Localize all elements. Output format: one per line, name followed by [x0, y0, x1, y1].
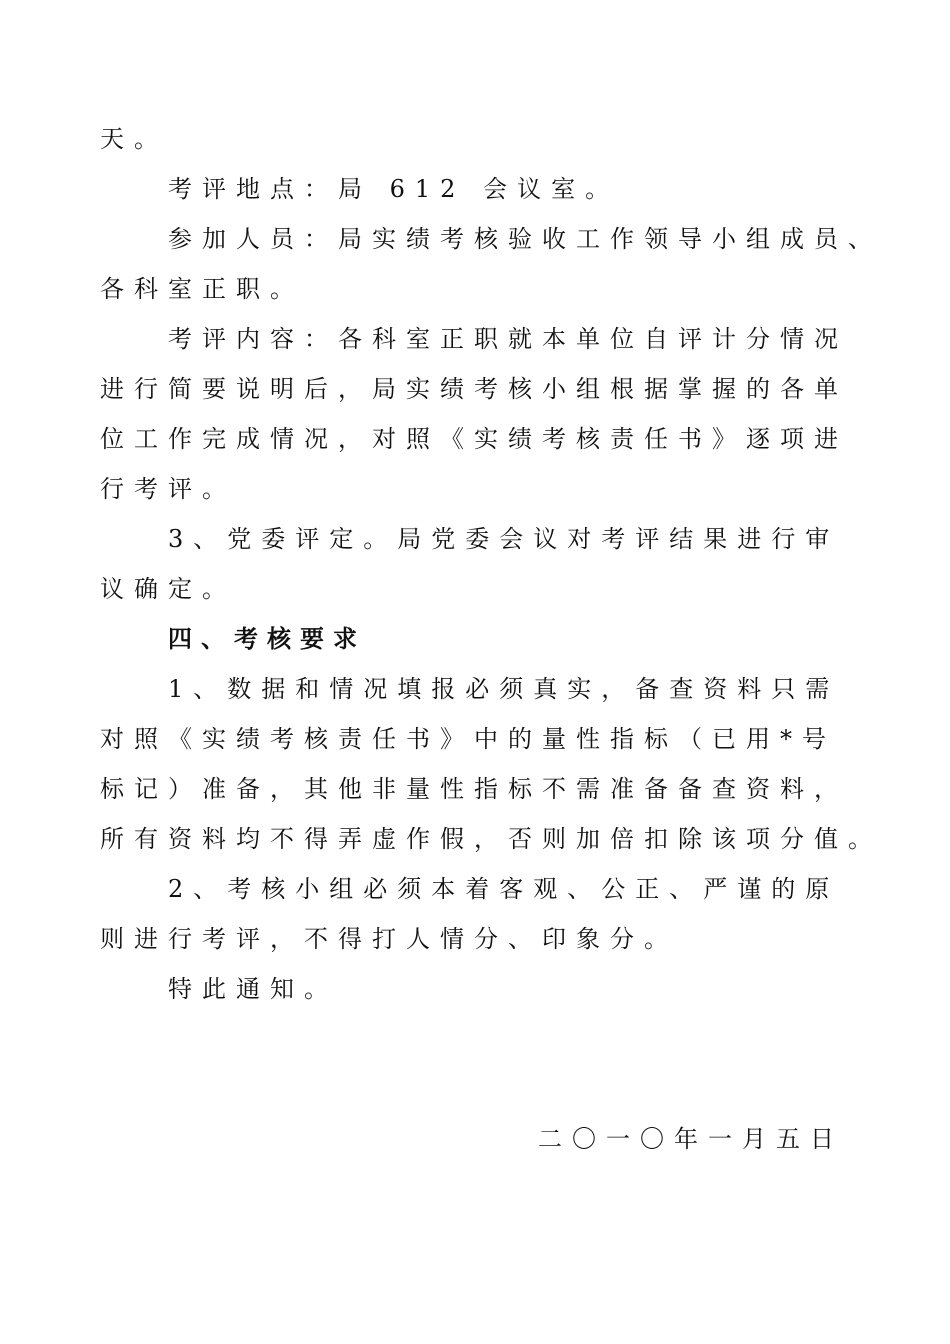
- body-line: 天。: [100, 125, 168, 153]
- body-line: 考评地点：局 612 会议室。: [168, 175, 620, 203]
- section-heading: 四、考核要求: [168, 625, 366, 653]
- body-line: 位工作完成情况，对照《实绩考核责任书》逐项进: [100, 425, 848, 453]
- closing-line: 特此通知。: [168, 975, 338, 1003]
- body-line: 参加人员：局实绩考核验收工作领导小组成员、: [168, 225, 882, 253]
- body-line: 则进行考评，不得打人情分、印象分。: [100, 925, 678, 953]
- body-line: 所有资料均不得弄虚作假，否则加倍扣除该项分值。: [100, 825, 882, 853]
- body-line: 行考评。: [100, 475, 236, 503]
- body-line: 对照《实绩考核责任书》中的量性指标（已用*号: [100, 725, 836, 753]
- body-line: 标记）准备，其他非量性指标不需准备备查资料，: [100, 775, 848, 803]
- document-date: 二〇一〇年一月五日: [538, 1125, 844, 1153]
- body-line: 2、考核小组必须本着客观、公正、严谨的原: [168, 875, 840, 903]
- body-line: 考评内容：各科室正职就本单位自评计分情况: [168, 325, 848, 353]
- body-line: 议确定。: [100, 575, 236, 603]
- body-line: 3、党委评定。局党委会议对考评结果进行审: [168, 525, 840, 553]
- body-line: 进行简要说明后，局实绩考核小组根据掌握的各单: [100, 375, 848, 403]
- body-line: 各科室正职。: [100, 275, 304, 303]
- body-line: 1、数据和情况填报必须真实，备查资料只需: [168, 675, 840, 703]
